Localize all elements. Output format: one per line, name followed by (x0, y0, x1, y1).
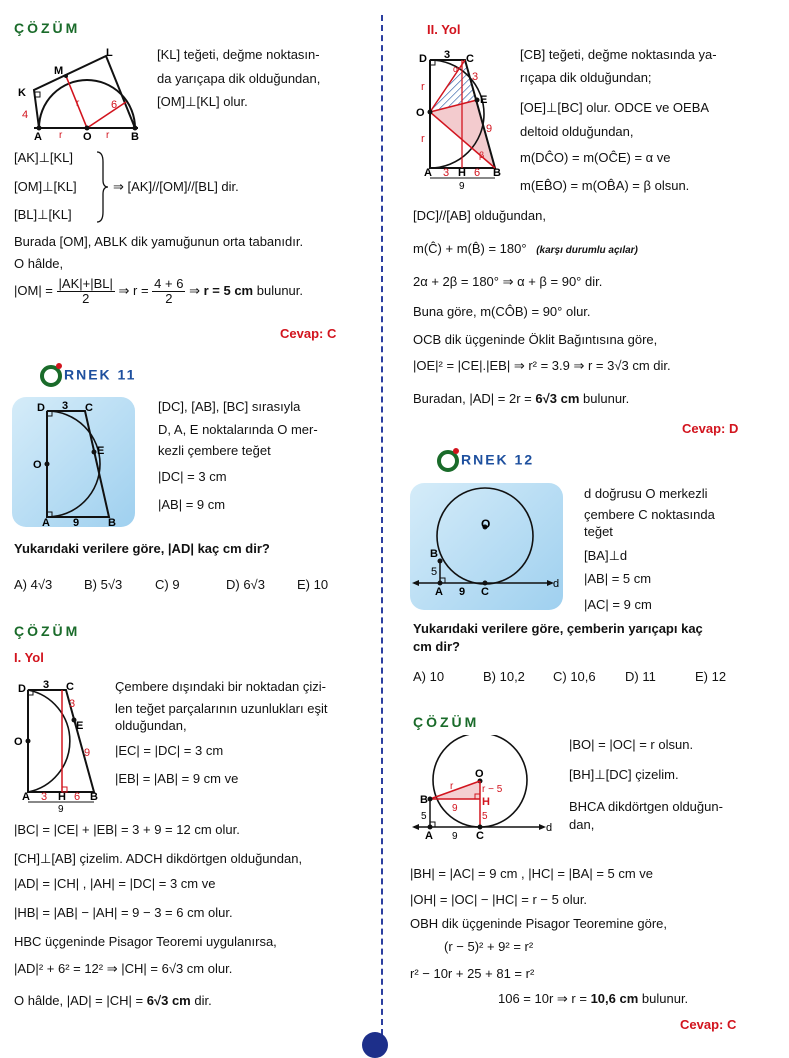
label-beta: β (479, 150, 485, 160)
om-formula (14, 277, 303, 306)
figure-semicircle-trapezoid (14, 44, 154, 140)
answer-1: Cevap: C (280, 326, 337, 341)
label-3-top: 3 (43, 679, 50, 691)
y2-sum: m(Ĉ) + m(B̂) = 180° (413, 241, 527, 256)
answer-2: Cevap: D (682, 421, 739, 436)
y2-oe: |OE|² = |CE|.|EB| ⇒ r² = 3.9 ⇒ r = 3√3 cm dir. (413, 358, 671, 373)
s12-eq3-b: 10,6 cm (590, 991, 639, 1006)
y1-ad: |AD| = |CH| , |AH| = |DC| = 3 cm ve (14, 876, 216, 891)
label-O: O (481, 517, 491, 531)
y1-hbc: HBC üçgeninde Pisagor Teoremi uygulanırsa, (14, 934, 277, 949)
label-r: r (450, 781, 454, 792)
label-A: A (22, 791, 30, 803)
y2-parallel: [DC]//[AB] olduğundan, (413, 208, 546, 223)
label-O: O (14, 736, 23, 748)
ex11-line1: [DC], [AB], [BC] sırasıyla (158, 399, 301, 414)
y1-result (14, 993, 212, 1009)
y2-angle2: m(EB̂O) = m(OB̂A) = β olsun. (520, 178, 690, 193)
column-divider (381, 15, 383, 1035)
s12-bhca1: BHCA dikdörtgen olduğun- (569, 799, 723, 814)
cozum-heading-2: ÇÖZÜM (14, 623, 81, 639)
om-denominator2: 2 (165, 291, 173, 306)
y1-result-c: dir. (194, 993, 212, 1008)
perp-line1: [AK]⊥[KL] (14, 150, 74, 165)
s12-eq3 (498, 991, 688, 1007)
ex12-ac: |AC| = 9 cm (584, 597, 652, 612)
p1-line2: da yarıçapa dik olduğundan, (157, 71, 321, 86)
cozum-heading: ÇÖZÜM (14, 20, 81, 36)
y1-eb: |EB| = |AB| = 9 cm ve (115, 771, 239, 786)
label-9-eb: 9 (84, 747, 91, 759)
perp-line2: [OM]⊥[KL] (14, 179, 77, 194)
ex11-ab: |AB| = 9 cm (158, 497, 226, 512)
y1-result-a: O hâlde, |AD| = |CH| = (14, 993, 144, 1008)
label-3-top: 3 (444, 50, 451, 61)
option-12-D[interactable]: D) 11 (625, 669, 656, 684)
label-A: A (42, 517, 50, 527)
cozum-heading-3: ÇÖZÜM (413, 714, 480, 730)
label-C: C (466, 53, 474, 65)
figure-circle-solution (410, 735, 558, 845)
om-numerator2: 4 + 6 (154, 276, 184, 291)
s12-eq1: (r − 5)² + 9² = r² (444, 939, 534, 954)
label-K: K (18, 87, 26, 99)
label-d: d (553, 578, 560, 590)
ex11-line3: kezli çembere teğet (158, 443, 271, 458)
figure-trapezoid-yol1 (14, 676, 114, 812)
y2-result (413, 391, 629, 407)
om-denominator: 2 (82, 291, 90, 306)
label-O: O (33, 459, 42, 471)
label-M: M (54, 65, 64, 77)
label-d: d (546, 822, 553, 834)
label-A: A (425, 830, 433, 842)
question-12-line2: cm dir? (413, 639, 460, 654)
ohalde-line: O hâlde, (14, 256, 64, 271)
option-11-B[interactable]: B) 5√3 (84, 577, 123, 592)
om-end: bulunur. (256, 282, 304, 298)
y2-cob: Buna göre, m(CÔB) = 90° olur. (413, 304, 591, 319)
y2-ocb: OCB dik üçgeninde Öklit Bağıntısına göre, (413, 332, 658, 347)
y1-line1: Çembere dışındaki bir noktadan çizi- (115, 679, 326, 694)
y2-line4: deltoid olduğundan, (520, 124, 634, 139)
s12-eq3-c: bulunur. (641, 991, 689, 1006)
label-5: 5 (431, 566, 438, 578)
label-3-ce: 3 (69, 698, 76, 710)
label-D: D (37, 402, 45, 414)
ex12-line1: d doğrusu O merkezli (584, 486, 708, 501)
option-12-A[interactable]: A) 10 (413, 669, 445, 684)
label-L: L (106, 47, 113, 59)
yol-1-heading: I. Yol (14, 650, 44, 665)
om-lhs: |OM| = (14, 282, 53, 298)
label-B: B (420, 794, 428, 806)
y2-alpha-beta: 2α + 2β = 180° ⇒ α + β = 90° dir. (413, 274, 603, 289)
label-r-radius: r (76, 98, 80, 109)
ex12-line3: teğet (584, 524, 613, 539)
label-E: E (97, 445, 105, 457)
question-12-line1: Yukarıdaki verilere göre, çemberin yarıçapı kaç (413, 621, 703, 636)
label-r-minus-5: r − 5 (482, 784, 503, 795)
ornek12-label: RNEK 12 (461, 451, 535, 468)
label-C: C (66, 681, 74, 693)
label-r-left: r (59, 130, 63, 140)
yol-2-heading: II. Yol (427, 22, 461, 37)
s12-bhac: |BH| = |AC| = 9 cm , |HC| = |BA| = 5 cm ve (410, 866, 654, 881)
label-C: C (481, 586, 489, 598)
label-6-hb: 6 (74, 791, 81, 803)
y2-result-b: 6√3 cm (535, 391, 580, 406)
label-3-ah: 3 (443, 167, 450, 179)
y2-line1: [CB] teğeti, değme noktasında ya- (520, 47, 717, 62)
label-O: O (416, 107, 425, 119)
s12-bo: |BO| = |OC| = r olsun. (569, 737, 694, 752)
label-r-lower: r (421, 133, 425, 145)
option-11-C[interactable]: C) 9 (155, 577, 180, 592)
label-E: E (480, 94, 488, 106)
option-12-B[interactable]: B) 10,2 (483, 669, 525, 684)
ex12-ab: |AB| = 5 cm (584, 571, 652, 586)
right-brace (95, 150, 109, 224)
y1-bc: |BC| = |CE| + |EB| = 3 + 9 = 12 cm olur. (14, 822, 240, 837)
om-result: r = 5 cm (203, 282, 254, 298)
label-H: H (482, 796, 490, 808)
s12-eq2: r² − 10r + 25 + 81 = r² (410, 966, 535, 981)
label-A: A (424, 167, 432, 179)
page-marker-dot (362, 1032, 388, 1058)
figure-circle-tangent (410, 483, 563, 610)
ex12-ba: [BA]⊥d (584, 548, 628, 563)
label-B: B (90, 791, 98, 803)
option-12-C[interactable]: C) 10,6 (553, 669, 596, 684)
y2-result-a: Buradan, |AD| = 2r = (413, 391, 532, 406)
ex11-line2: D, A, E noktalarında O mer- (158, 422, 318, 437)
option-12-E[interactable]: E) 12 (695, 669, 727, 684)
label-C: C (85, 402, 93, 414)
label-E: E (76, 720, 84, 732)
label-B: B (131, 131, 139, 140)
om-numerator: |AK|+|BL| (58, 276, 113, 291)
s12-oh: |OH| = |OC| − |HC| = r − 5 olur. (410, 892, 588, 907)
label-9-ab: 9 (459, 181, 465, 190)
s12-bh: [BH]⊥[DC] çizelim. (569, 767, 679, 782)
s12-obh: OBH dik üçgeninde Pisagor Teoremine göre, (410, 916, 668, 931)
question-11: Yukarıdaki verilere göre, |AD| kaç cm dir? (14, 541, 270, 556)
y1-hb: |HB| = |AB| − |AH| = 9 − 3 = 6 cm olur. (14, 905, 233, 920)
p1-line3: [OM]⊥[KL] olur. (157, 94, 248, 109)
label-O: O (83, 131, 92, 140)
label-5-hc: 5 (482, 811, 488, 822)
y1-line3: olduğundan, (115, 718, 187, 733)
label-9: 9 (459, 586, 466, 598)
ornek-logo-icon (40, 365, 62, 387)
perp-result: ⇒ [AK]//[OM]//[BL] dir. (113, 179, 239, 194)
ornek11-heading (40, 365, 136, 387)
label-B: B (493, 167, 501, 179)
figure-trapezoid-semicircle (12, 397, 135, 527)
label-5-ab: 5 (421, 811, 427, 822)
label-r-upper: r (421, 81, 425, 93)
label-r-right: r (106, 130, 110, 140)
y2-result-c: bulunur. (583, 391, 630, 406)
s12-bhca2: dan, (569, 817, 595, 832)
answer-3: Cevap: C (680, 1017, 737, 1032)
label-alpha: α (453, 64, 459, 74)
label-C: C (476, 830, 484, 842)
option-11-E[interactable]: E) 10 (297, 577, 329, 592)
y1-result-b: 6√3 cm (146, 993, 191, 1008)
y2-sum-note: (karşı durumlu açılar) (536, 245, 638, 256)
label-O: O (475, 768, 484, 780)
y2-line3: [OE]⊥[BC] olur. ODCE ve OEBA (520, 100, 710, 115)
label-D: D (18, 683, 26, 695)
y1-ch: [CH]⊥[AB] çizelim. ADCH dikdörtgen olduğundan, (14, 851, 303, 866)
figure-trapezoid-yol2 (413, 50, 511, 190)
label-H: H (458, 167, 466, 179)
y1-ec: |EC| = |DC| = 3 cm (115, 743, 224, 758)
y2-sum-line (413, 241, 638, 259)
label-9-ab: 9 (58, 804, 64, 812)
label-9: 9 (73, 517, 80, 527)
perp-line3: [BL]⊥[KL] (14, 207, 72, 222)
label-9-ac: 9 (452, 831, 458, 842)
option-11-A[interactable]: A) 4√3 (14, 577, 53, 592)
label-3: 3 (62, 400, 69, 412)
y2-angle1: m(DĈO) = m(OĈE) = α ve (520, 150, 671, 165)
y1-line2: len teğet parçalarının uzunlukları eşit (115, 701, 328, 716)
s12-eq3-a: 106 = 10r ⇒ r = (498, 991, 587, 1006)
label-9-bh: 9 (452, 803, 458, 814)
ex12-line2: çembere C noktasında (584, 507, 715, 522)
label-3-ce: 3 (472, 71, 479, 83)
label-H: H (58, 791, 66, 803)
label-A: A (34, 131, 42, 140)
label-6-hb: 6 (474, 167, 481, 179)
label-B: B (430, 548, 438, 560)
ornek-logo-icon (437, 450, 459, 472)
om-arrow: ⇒ (189, 282, 200, 298)
ornek11-label: RNEK 11 (64, 366, 137, 383)
option-11-D[interactable]: D) 6√3 (226, 577, 265, 592)
burada-line: Burada [OM], ABLK dik yamuğunun orta tabanıdır. (14, 234, 304, 249)
label-B: B (108, 517, 116, 527)
label-D: D (419, 53, 427, 65)
ornek12-heading (437, 450, 534, 472)
ex11-dc: |DC| = 3 cm (158, 469, 227, 484)
y1-pisagor: |AD|² + 6² = 12² ⇒ |CH| = 6√3 cm olur. (14, 961, 233, 976)
y2-line2: rıçapa dik olduğundan; (520, 70, 652, 85)
p1-line1: [KL] teğeti, değme noktasın- (157, 47, 320, 62)
label-4: 4 (22, 109, 29, 121)
om-mid: ⇒ r = (118, 282, 149, 298)
label-6: 6 (111, 99, 118, 111)
label-A: A (435, 586, 443, 598)
label-3-ah: 3 (41, 791, 48, 803)
label-9-eb: 9 (486, 123, 493, 135)
